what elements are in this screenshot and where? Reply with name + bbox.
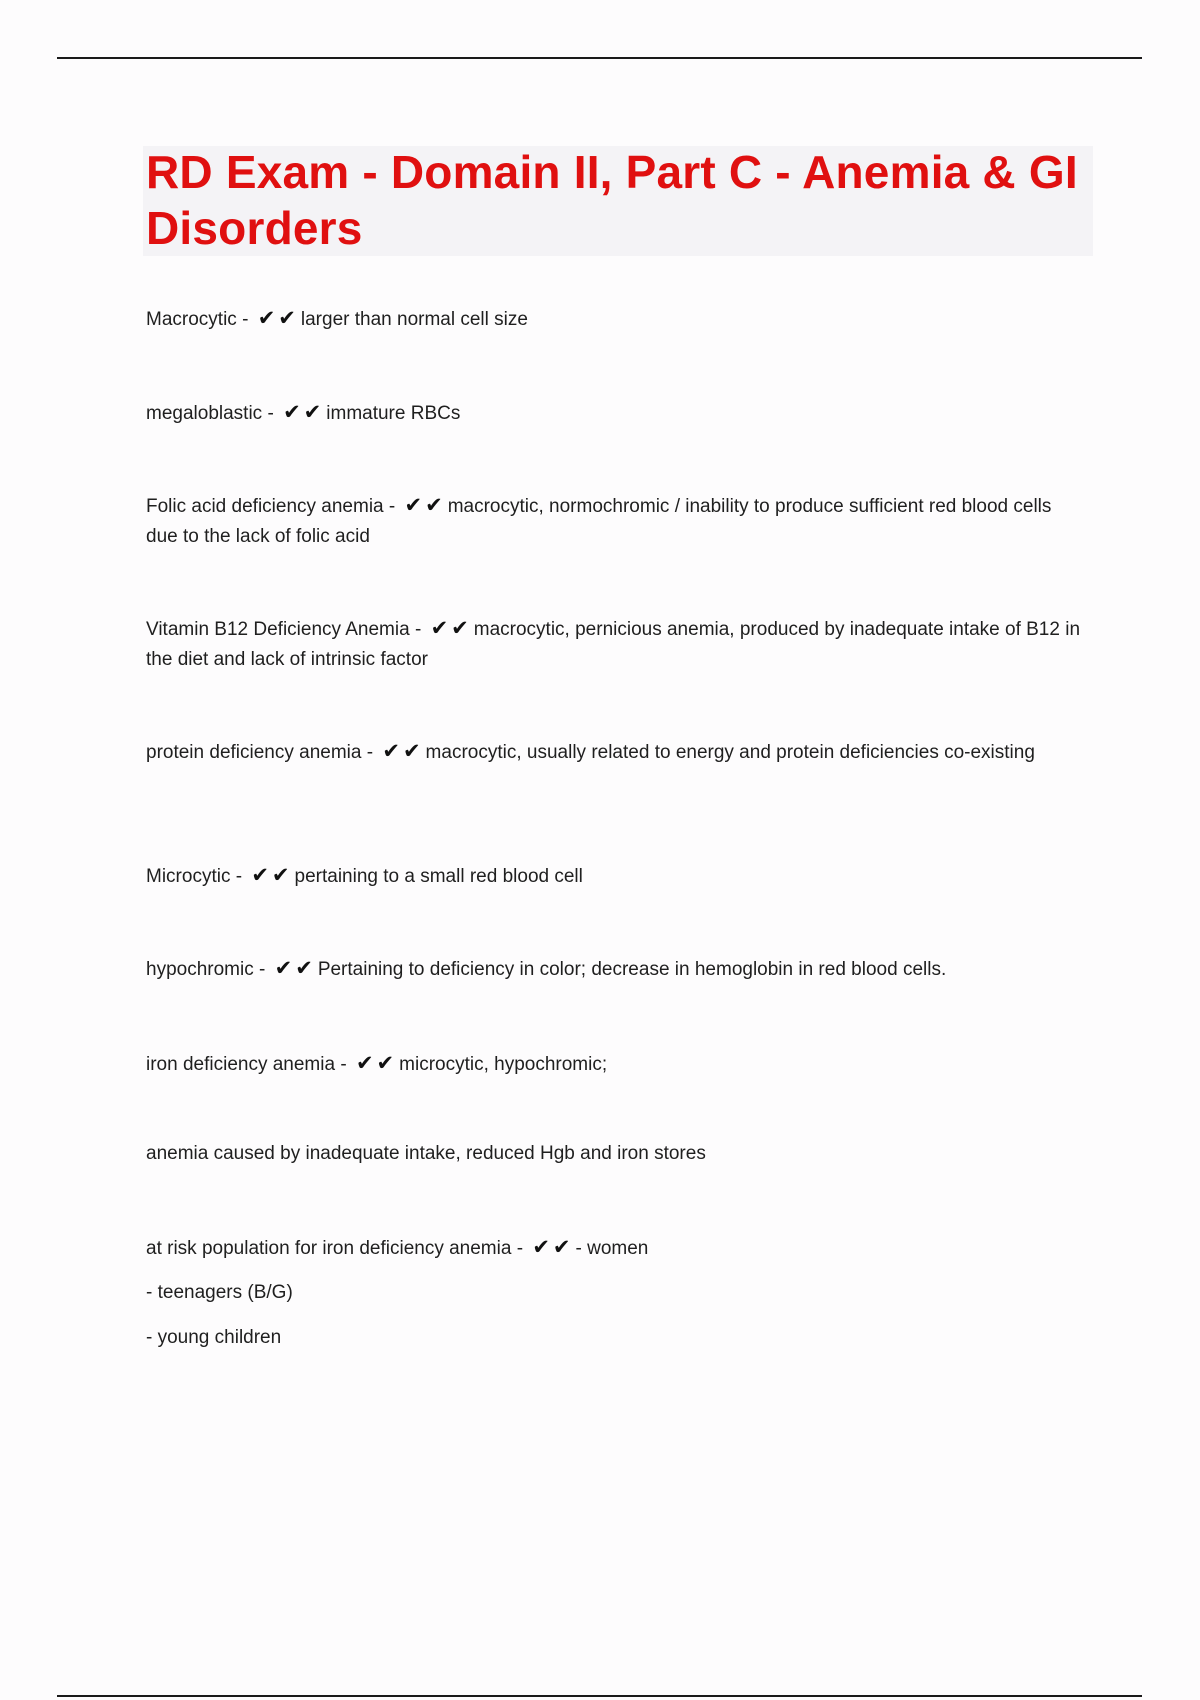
double-check-icon: ✔✔ [382, 739, 424, 763]
term: megaloblastic - [146, 403, 280, 424]
flashcard-iron-deficiency [146, 1048, 1086, 1080]
flashcard-protein-deficiency [146, 736, 1086, 768]
double-check-icon: ✔✔ [430, 616, 472, 640]
bottom-rule [57, 1695, 1142, 1697]
flashcard-at-risk-population [146, 1232, 1086, 1264]
definition: - women [575, 1238, 649, 1259]
term: Macrocytic - [146, 309, 254, 330]
continuation-text: anemia caused by inadequate intake, reduced Hgb and iron stores [146, 1143, 706, 1164]
flashcard-microcytic [146, 860, 1086, 892]
term: iron deficiency anemia - [146, 1054, 352, 1075]
definition: Pertaining to deficiency in color; decrease in hemoglobin in red blood cells. [317, 959, 947, 980]
definition: macrocytic, normochromic / inability to produce sufficient red blood cells due to the lack of folic acid [146, 496, 1052, 547]
definition: immature RBCs [326, 403, 461, 424]
double-check-icon: ✔✔ [257, 306, 299, 330]
double-check-icon: ✔✔ [283, 400, 325, 424]
term: protein deficiency anemia - [146, 742, 379, 763]
definition: pertaining to a small red blood cell [294, 866, 583, 887]
flashcard-hypochromic [146, 953, 1086, 985]
term: at risk population for iron deficiency anemia - [146, 1238, 529, 1259]
flashcard-megaloblastic [146, 397, 1086, 429]
flashcard-folic-acid [146, 490, 1086, 552]
definition: microcytic, hypochromic; [399, 1054, 608, 1075]
double-check-icon: ✔✔ [251, 863, 293, 887]
double-check-icon: ✔✔ [355, 1051, 398, 1075]
term: Folic acid deficiency anemia - [146, 496, 401, 517]
definition: macrocytic, usually related to energy and protein deficiencies co-existing [425, 742, 1035, 763]
flashcard-vitamin-b12 [146, 613, 1086, 675]
flashcard-macrocytic [146, 303, 1086, 335]
top-rule [57, 57, 1142, 59]
definition: macrocytic, pernicious anemia, produced by inadequate intake of B12 in the diet and lack of intrinsic factor [146, 619, 1081, 670]
term: Vitamin B12 Deficiency Anemia - [146, 619, 427, 640]
document-title: RD Exam - Domain II, Part C - Anemia & GI Disorders [146, 146, 1078, 254]
double-check-icon: ✔✔ [532, 1235, 574, 1259]
double-check-icon: ✔✔ [404, 493, 446, 517]
term: hypochromic - [146, 959, 271, 980]
term: Microcytic - [146, 866, 248, 887]
list-item: - young children [146, 1327, 282, 1348]
definition: larger than normal cell size [300, 309, 528, 330]
double-check-icon: ✔✔ [274, 956, 316, 980]
list-item: - teenagers (B/G) [146, 1282, 293, 1303]
